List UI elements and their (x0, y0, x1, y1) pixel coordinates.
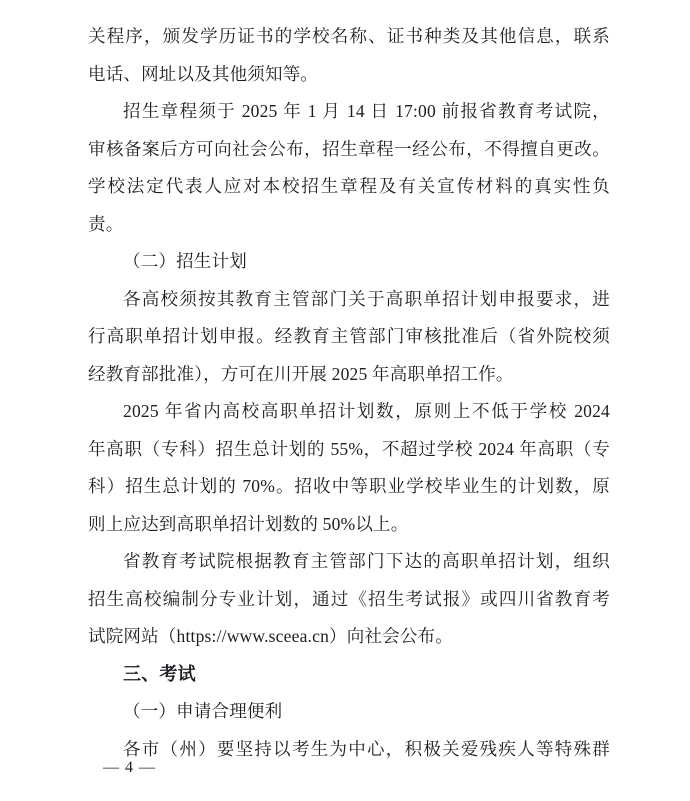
text-line: （二）招生计划 (123, 251, 247, 271)
text-line: 科）招生总计划的 70%。招收中等职业学校毕业生的计划数，原 (88, 476, 610, 496)
text-line: 2025 年省内高校高职单招计划数，原则上不低于学校 2024 (123, 401, 610, 421)
text-line: 招生章程须于 2025 年 1 月 14 日 17:00 前报省教育考试院， (123, 101, 610, 121)
text-line: 各市（州）要坚持以考生为中心，积极关爱残疾人等特殊群 (123, 738, 610, 759)
text-line: 电话、网址以及其他须知等。 (88, 63, 319, 84)
text-line: 学校法定代表人应对本校招生章程及有关宣传材料的真实性负 (88, 176, 610, 196)
document-body (88, 18, 610, 768)
text-line: 三、考试 (123, 663, 196, 684)
text-line: 行高职单招计划申报。经教育主管部门审核批准后（省外院校须 (88, 326, 610, 346)
text-line: 省教育考试院根据教育主管部门下达的高职单招计划，组织 (123, 551, 610, 571)
text-line: 年高职（专科）招生总计划的 55%，不超过学校 2024 年高职（专 (88, 438, 610, 459)
text-line: 各高校须按其教育主管部门关于高职单招计划申报要求，进 (123, 288, 610, 309)
text-line: 则上应达到高职单招计划数的 50%以上。 (88, 513, 409, 534)
text-line: 招生高校编制分专业计划，通过《招生考试报》或四川省教育考 (88, 588, 610, 609)
text-line: 审核备案后方可向社会公布，招生章程一经公布，不得擅自更改。 (88, 138, 610, 159)
text-line: 责。 (88, 213, 124, 234)
text-line: 关程序，颁发学历证书的学校名称、证书种类及其他信息，联系 (88, 26, 610, 46)
page-number: — 4 — (103, 759, 156, 776)
text-line: （一）申请合理便利 (123, 701, 283, 721)
text-line: 试院网站（https://www.sceea.cn）向社会公布。 (88, 626, 453, 646)
text-line: 经教育部批准），方可在川开展 2025 年高职单招工作。 (88, 363, 514, 384)
